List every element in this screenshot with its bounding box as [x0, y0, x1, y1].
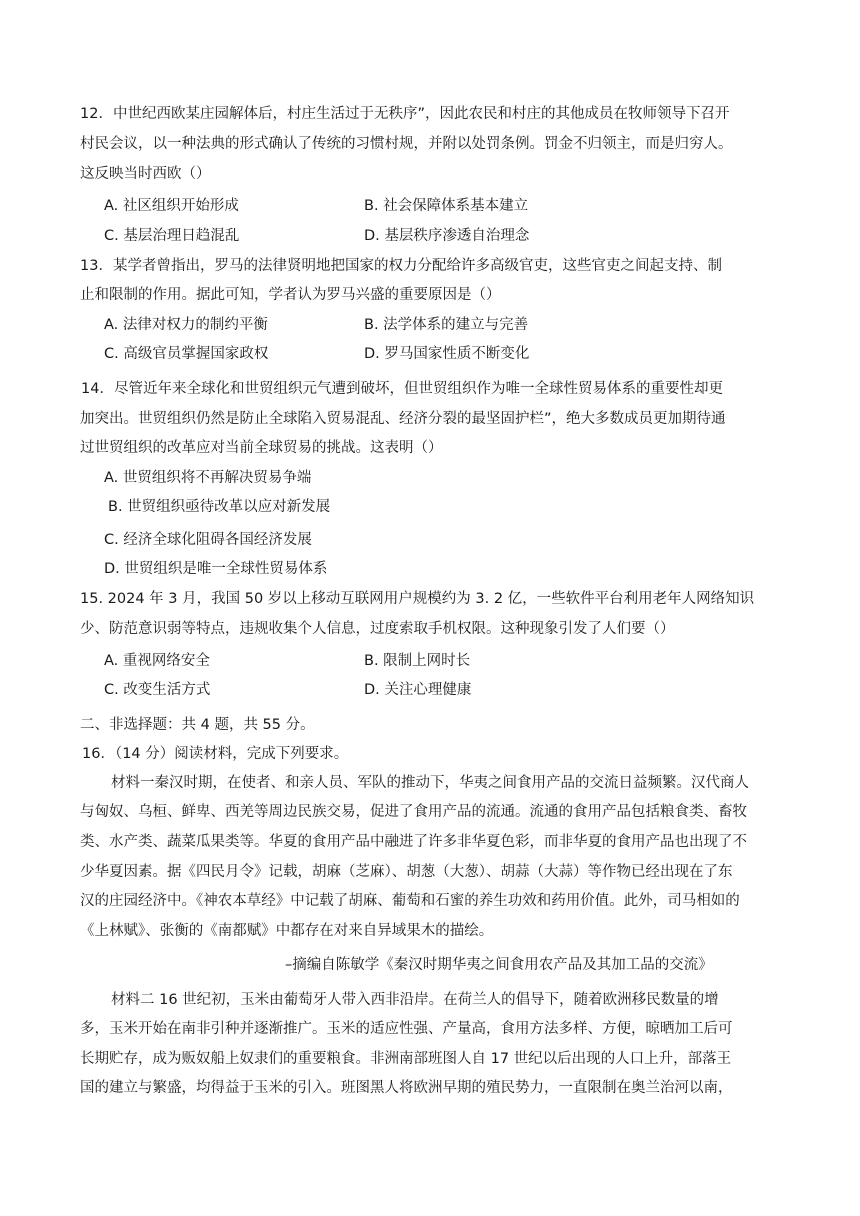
q12-stem-line-3: 这反映当时西欧（）	[80, 166, 211, 182]
q16-material2-line-1: 材料二 16 世纪初，玉米由葡萄牙人带入西非沿岸。在荷兰人的倡导下，随着欧洲移民数量的增	[111, 992, 719, 1008]
q15-option-c: C. 改变生活方式	[104, 682, 211, 698]
q13-option-c: C. 高级官员掌握国家政权	[104, 346, 269, 362]
q14-option-c: C. 经济全球化阻碍各国经济发展	[104, 532, 312, 548]
q14-stem-line-1: 14．尽管近年来全球化和世贸组织元气遭到破坏，但世贸组织作为唯一全球性贸易体系的重要性却更	[81, 381, 723, 397]
q16-material2-line-3: 长期贮存，成为贩奴船上奴隶们的重要粮食。非洲南部班图人自 17 世纪以后出现的人口上升，部落王	[80, 1051, 732, 1067]
q15-stem-line-1: 15. 2024 年 3 月，我国 50 岁以上移动互联网用户规模约为 3. 2 亿，一些软件平台利用老年人网络知识	[80, 591, 755, 607]
q13-option-a: A. 法律对权力的制约平衡	[104, 317, 268, 333]
q12-option-d: D. 基层秩序渗透自治理念	[364, 228, 530, 244]
q12-option-c: C. 基层治理日趋混乱	[104, 228, 240, 244]
q14-option-b: B. 世贸组织亟待改革以应对新发展	[108, 499, 331, 515]
q13-option-b: B. 法学体系的建立与完善	[364, 317, 529, 333]
q12-stem-line-2: 村民会议，以一种法典的形式确认了传统的习惯村规，并附以处罚条例。罚金不归领主，而是归穷人。	[80, 136, 733, 152]
q16-heading: 16．（14 分）阅读材料，完成下列要求。	[82, 746, 349, 762]
q13-stem-line-1: 13．某学者曾指出，罗马的法律贤明地把国家的权力分配给许多高级官吏，这些官吏之间起支持、制	[80, 258, 722, 274]
q14-option-d: D. 世贸组织是唯一全球性贸易体系	[104, 561, 328, 577]
q13-option-d: D. 罗马国家性质不断变化	[364, 346, 530, 362]
q16-material1-line-5: 汉的庄园经济中。《神农本草经》中记载了胡麻、葡萄和石蜜的养生功效和药用价值。此外，司马相如的	[80, 893, 740, 909]
q15-option-d: D. 关注心理健康	[364, 682, 472, 698]
q16-material2-line-4: 国的建立与繁盛，均得益于玉米的引入。班图黑人将欧洲早期的殖民势力，一直限制在奥兰治河以南，	[80, 1080, 733, 1096]
q16-material1-line-4: 少华夏因素。据《四民月令》记载，胡麻（芝麻）、胡葱（大葱）、胡蒜（大蒜）等作物已经出现在了东	[80, 864, 733, 880]
q16-material1-line-6: 《上林赋》、张衡的《南都赋》中都存在对来自异域果木的描绘。	[80, 923, 494, 939]
q16-material1-line-1: 材料一秦汉时期，在使者、和亲人员、军队的推动下，华夷之间食用产品的交流日益频繁。汉代商人	[111, 775, 749, 791]
q14-option-a: A. 世贸组织将不再解决贸易争端	[104, 470, 312, 486]
q16-source1: –摘编自陈敏学《秦汉时期华夷之间食用农产品及其加工品的交流》	[285, 957, 713, 973]
q16-material2-line-2: 多，玉米开始在南非引种并逐渐推广。玉米的适应性强、产量高，食用方法多样、方便，晾晒加工后可	[80, 1021, 733, 1037]
q16-material1-line-3: 类、水产类、蔬菜瓜果类等。华夏的食用产品中融进了许多非华夏色彩，而非华夏的食用产品也出现了不	[80, 834, 747, 850]
q14-stem-line-3: 过世贸组织的改革应对当前全球贸易的挑战。这表明（）	[80, 440, 443, 456]
q14-stem-line-2: 加突出。世贸组织仍然是防止全球陷入贸易混乱、经济分裂的最坚固护栏”，绝大多数成员更加期待通	[80, 411, 726, 427]
section-heading: 二、非选择题：共 4 题，共 55 分。	[80, 717, 315, 733]
q12-stem-line-1: 12．中世纪西欧某庄园解体后，村庄生活过于无秩序”，因此农民和村庄的其他成员在牧师领导下召开	[80, 106, 730, 122]
q13-stem-line-2: 止和限制的作用。据此可知，学者认为罗马兴盛的重要原因是（）	[80, 287, 501, 303]
q12-option-a: A. 社区组织开始形成	[104, 198, 239, 214]
q15-stem-line-2: 少、防范意识弱等特点，违规收集个人信息，过度索取手机权限。这种现象引发了人们要（）	[80, 621, 675, 637]
q15-option-a: A. 重视网络安全	[104, 653, 210, 669]
q16-material1-line-2: 与匈奴、乌桓、鲜卑、西羌等周边民族交易，促进了食用产品的流通。流通的食用产品包括粮食类、畜牧	[80, 804, 747, 820]
q15-option-b: B. 限制上网时长	[364, 653, 471, 669]
q12-option-b: B. 社会保障体系基本建立	[364, 198, 529, 214]
